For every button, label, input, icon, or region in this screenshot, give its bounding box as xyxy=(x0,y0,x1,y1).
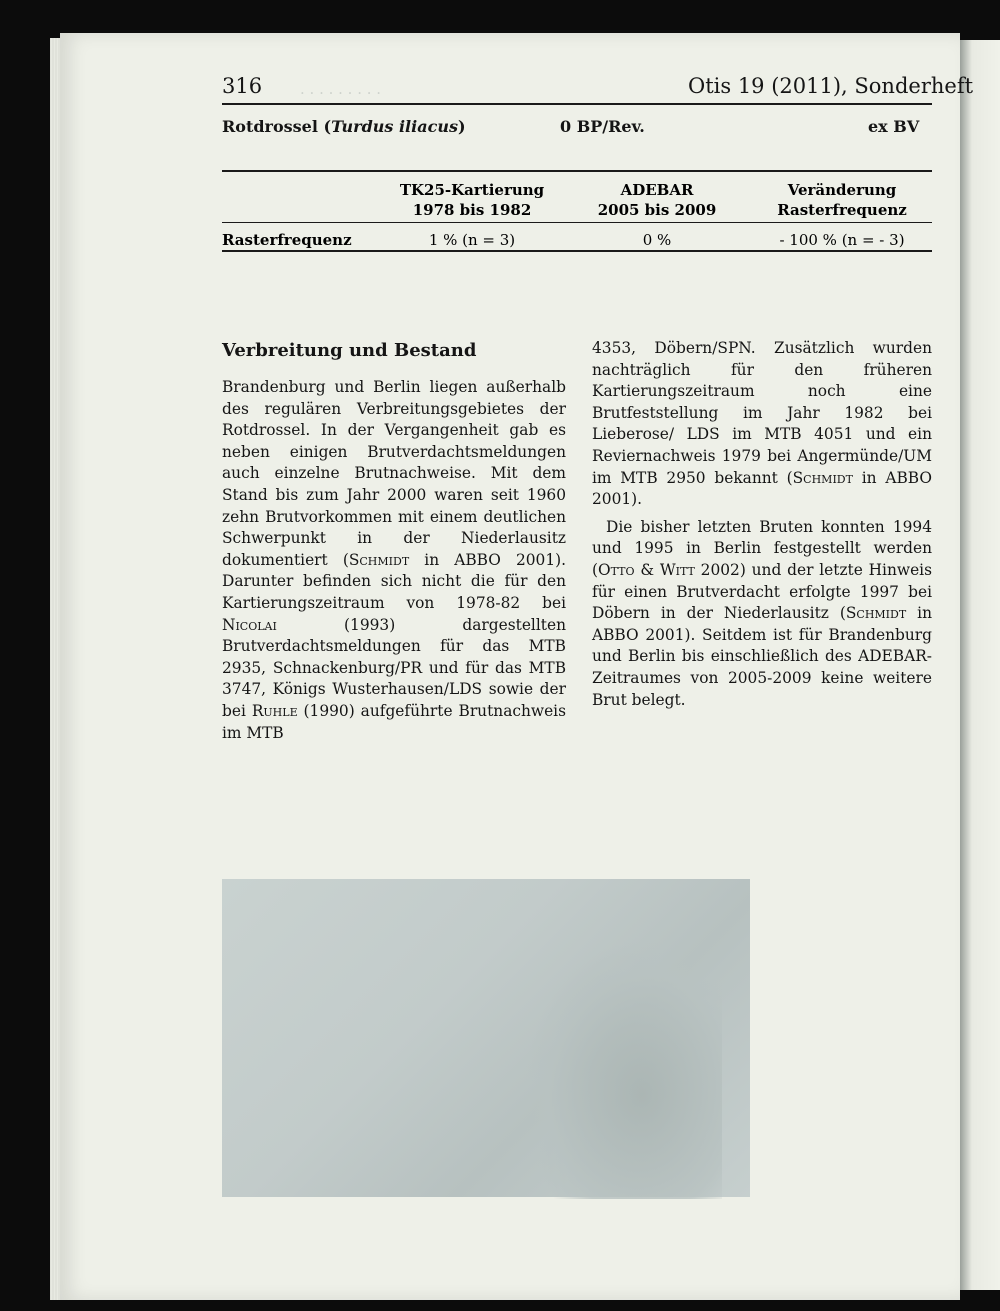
text-column-right xyxy=(592,338,932,711)
text-run: Die bisher letzten Bruten konnten 1994 und 1995 in Berlin festgestellt werden ( xyxy=(592,517,932,579)
paren-close: ) xyxy=(457,117,466,136)
header-change-line1: Veränderung xyxy=(787,181,897,199)
header-rule xyxy=(222,103,932,105)
header-tk25-line2: 1978 bis 1982 xyxy=(412,201,532,219)
citation-author: Nicolai xyxy=(222,615,277,634)
citation-author: Otto xyxy=(598,560,635,579)
header-adebar-line1: ADEBAR xyxy=(620,181,694,199)
show-through: · · · · · · · · · xyxy=(300,84,382,102)
text-run: (1993) dargestellten Brutverdachtsmeldungen für das MTB 2935, Schnackenburg/PR und für das MTB 3747, Königs Wusterhausen/LDS sowie der bei xyxy=(222,615,566,720)
facing-page-edge xyxy=(960,40,1000,1290)
table-header-change xyxy=(762,180,922,220)
paragraph xyxy=(592,338,932,511)
paragraph xyxy=(592,517,932,711)
text-run: in ABBO 2001). Seitdem ist für Brandenburg und Berlin bis einschließlich des ADEBAR-Zeitraumes von 2005-2009 keine weitere Brut belegt. xyxy=(592,604,933,709)
citation-author: Ruhle xyxy=(251,701,298,720)
text-run: in ABBO 2001). xyxy=(592,468,932,509)
text-run: in ABBO 2001). Darunter befinden sich nicht die für den Kartierungszeitraum von 1978-82 bei xyxy=(222,550,567,612)
paren-open: ( xyxy=(323,117,332,136)
journal-reference: Otis 19 (2011), Sonderheft xyxy=(688,74,974,98)
species-status: ex BV xyxy=(868,117,920,136)
header-tk25-line1: TK25-Kartierung xyxy=(399,181,545,199)
text-run: (1990) aufgeführte Brutnachweis im MTB xyxy=(222,701,566,742)
section-heading: Verbreitung und Bestand xyxy=(222,340,477,361)
citation-author: Witt xyxy=(659,560,695,579)
row-value-tk25: 1 % (n = 3) xyxy=(428,231,516,249)
text-run: 2002) und der letzte Hinweis für einen Brutverdacht erfolgte 1997 bei Döbern in der Niederlausitz ( xyxy=(592,560,932,623)
header-change-line2: Rasterfrequenz xyxy=(777,201,907,219)
text-run: 4353, Döbern/SPN. Zusätzlich wurden nachträglich für den früheren Kartierungszeitraum noch eine Brutfeststellung im Jahr 1982 bei Lieberose/ LDS im MTB 4051 und ein Reviernachweis 1979 bei Angermünde/UM im MTB 2950 bekannt ( xyxy=(592,339,932,487)
citation-author: Schmidt xyxy=(845,604,907,623)
page-number: 316 xyxy=(222,74,263,98)
species-common-name: Rotdrossel xyxy=(222,117,318,136)
table-bottom-rule xyxy=(222,250,932,252)
row-value-change: - 100 % (n = - 3) xyxy=(779,231,905,249)
species-scientific-name: Turdus iliacus xyxy=(331,117,458,136)
photo-shading xyxy=(522,939,722,1199)
citation-author: Schmidt xyxy=(348,550,410,569)
row-value-adebar: 0 % xyxy=(642,231,672,249)
text-run: & xyxy=(634,560,660,579)
row-label: Rasterfrequenz xyxy=(222,231,352,249)
table-top-rule xyxy=(222,170,932,172)
table-header-tk25 xyxy=(387,180,557,220)
text-run: Brandenburg und Berlin liegen außerhalb des regulären Verbreitungsgebietes der Rotdrossel. In der Vergangenheit gab es neben einigen Brutverdachtsmeldungen auch einzelne Brutnachweise. Mit dem Stand bis zum Jahr 2000 waren seit 1960 zehn Brutvorkommen mit einem deutlichen Schwerpunkt in der Niederlausitz dokumentiert ( xyxy=(222,378,566,569)
text-column-left xyxy=(222,377,566,744)
citation-author: Schmidt xyxy=(792,468,853,487)
photo-placeholder xyxy=(222,879,750,1197)
species-pairs: 0 BP/Rev. xyxy=(560,117,645,136)
table-header-adebar xyxy=(582,180,732,220)
header-adebar-line2: 2005 bis 2009 xyxy=(597,201,717,219)
species-heading xyxy=(222,117,466,136)
paragraph xyxy=(222,377,566,744)
table-mid-rule xyxy=(222,222,932,223)
